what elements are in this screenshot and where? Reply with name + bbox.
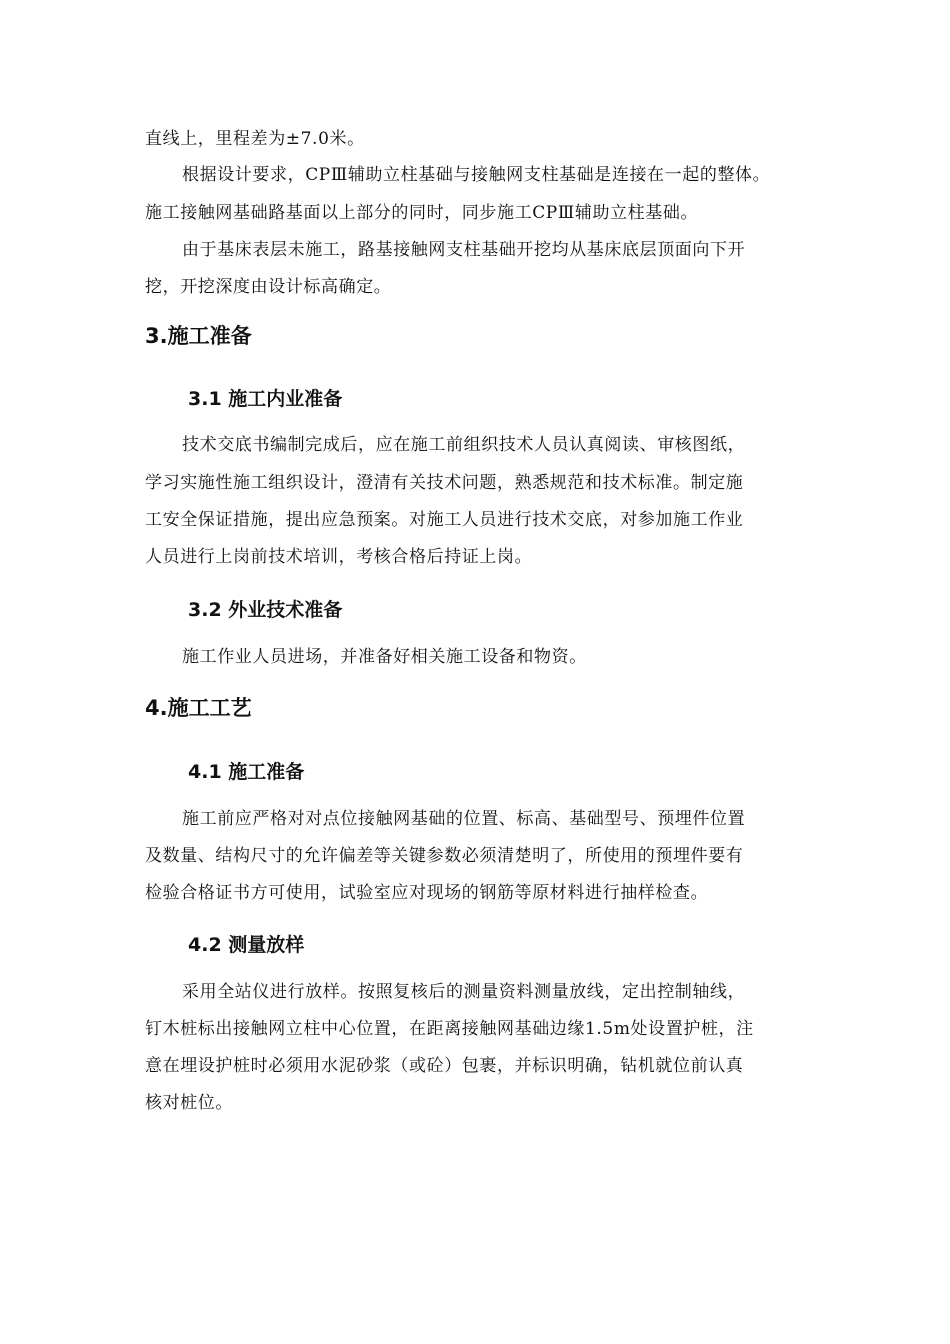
- intro-line-3: 施工接触网基础路基面以上部分的同时，同步施工CPⅢ辅助立柱基础。: [145, 203, 699, 223]
- section-4-2-line-4: 核对桩位。: [145, 1093, 233, 1113]
- section-3-2-line-1: 施工作业人员进场，并准备好相关施工设备和物资。: [182, 647, 587, 667]
- section-4-2-heading: 4.2 测量放样: [188, 934, 305, 956]
- section-3-heading: 3.施工准备: [145, 324, 252, 348]
- section-3-1-line-4: 人员进行上岗前技术培训，考核合格后持证上岗。: [145, 547, 533, 567]
- section-4-1-heading: 4.1 施工准备: [188, 761, 305, 783]
- intro-line-2: 根据设计要求，CPⅢ辅助立柱基础与接触网支柱基础是连接在一起的整体。: [182, 165, 771, 185]
- intro-line-5: 挖，开挖深度由设计标高确定。: [145, 277, 392, 297]
- section-4-1-line-2: 及数量、结构尺寸的允许偏差等关键参数必须清楚明了，所使用的预埋件要有: [145, 846, 744, 866]
- section-4-heading: 4.施工工艺: [145, 696, 252, 720]
- section-3-1-heading: 3.1 施工内业准备: [188, 388, 343, 410]
- section-4-2-line-3: 意在埋设护桩时必须用水泥砂浆（或砼）包裹，并标识明确，钻机就位前认真: [145, 1056, 744, 1076]
- intro-line-1: 直线上，里程差为±7.0米。: [145, 129, 365, 149]
- section-4-2-line-2: 钉木桩标出接触网立柱中心位置，在距离接触网基础边缘1.5m处设置护桩，注: [145, 1019, 754, 1039]
- section-3-1-line-1: 技术交底书编制完成后，应在施工前组织技术人员认真阅读、审核图纸，: [182, 435, 746, 455]
- section-4-1-line-3: 检验合格证书方可使用，试验室应对现场的钢筋等原材料进行抽样检查。: [145, 883, 709, 903]
- section-3-2-heading: 3.2 外业技术准备: [188, 599, 343, 621]
- section-3-1-line-2: 学习实施性施工组织设计，澄清有关技术问题，熟悉规范和技术标准。制定施: [145, 473, 744, 493]
- section-4-1-line-1: 施工前应严格对对点位接触网基础的位置、标高、基础型号、预埋件位置: [182, 809, 746, 829]
- section-3-1-line-3: 工安全保证措施，提出应急预案。对施工人员进行技术交底，对参加施工作业: [145, 510, 744, 530]
- intro-line-4: 由于基床表层未施工，路基接触网支柱基础开挖均从基床底层顶面向下开: [182, 240, 746, 260]
- section-4-2-line-1: 采用全站仪进行放样。按照复核后的测量资料测量放线，定出控制轴线，: [182, 982, 746, 1002]
